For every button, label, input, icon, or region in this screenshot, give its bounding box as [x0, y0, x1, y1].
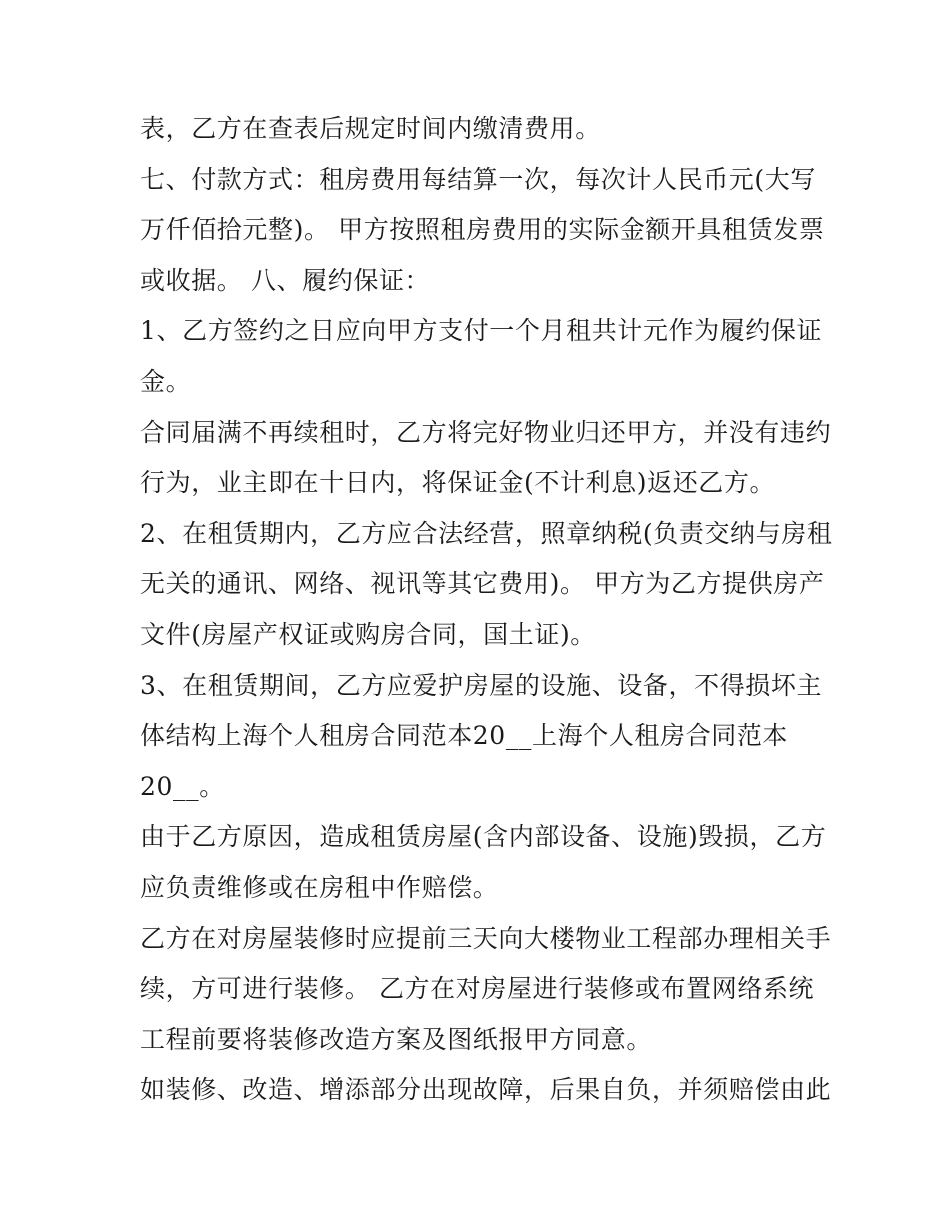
document-body — [140, 104, 833, 1116]
text-line: 续，方可进行装修。 乙方在对房屋进行装修或布置网络系统 — [140, 974, 815, 1004]
text-line: 体结构上海个人租房合同范本20__上海个人租房合同范本 — [140, 721, 789, 751]
text-line: 乙方在对房屋装修时应提前三天向大楼物业工程部办理相关手 — [140, 923, 832, 953]
text-line: 如装修、改造、增添部分出现故障，后果自负，并须赔偿由此 — [140, 1075, 832, 1105]
text-line: 由于乙方原因，造成租赁房屋(含内部设备、设施)毁损，乙方 — [140, 822, 827, 852]
text-line: 七、付款方式：租房费用每结算一次，每次计人民币元(大写 — [140, 164, 816, 194]
text-line: 合同届满不再续租时，乙方将完好物业归还甲方，并没有违约 — [140, 417, 832, 447]
text-line: 工程前要将装修改造方案及图纸报甲方同意。 — [140, 1024, 653, 1054]
text-line: 应负责维修或在房租中作赔偿。 — [140, 872, 499, 902]
text-line: 金。 — [140, 366, 192, 396]
text-line: 或收据。 八、履约保证： — [140, 265, 431, 295]
text-line: 1、乙方签约之日应向甲方支付一个月租共计元作为履约保证 — [140, 316, 823, 346]
text-line: 2、在租赁期内，乙方应合法经营，照章纳税(负责交纳与房租 — [140, 518, 833, 548]
text-line: 行为，业主即在十日内，将保证金(不计利息)返还乙方。 — [140, 468, 776, 498]
text-line: 3、在租赁期间，乙方应爱护房屋的设施、设备，不得损坏主 — [140, 670, 823, 700]
text-line: 万仟佰拾元整)。 甲方按照租房费用的实际金额开具租赁发票 — [140, 215, 825, 245]
text-line: 20__。 — [140, 771, 225, 801]
text-line: 无关的通讯、网络、视讯等其它费用)。 甲方为乙方提供房产 — [140, 569, 825, 599]
text-line: 文件(房屋产权证或购房合同，国土证)。 — [140, 619, 596, 649]
text-line: 表，乙方在查表后规定时间内缴清费用。 — [140, 114, 601, 143]
